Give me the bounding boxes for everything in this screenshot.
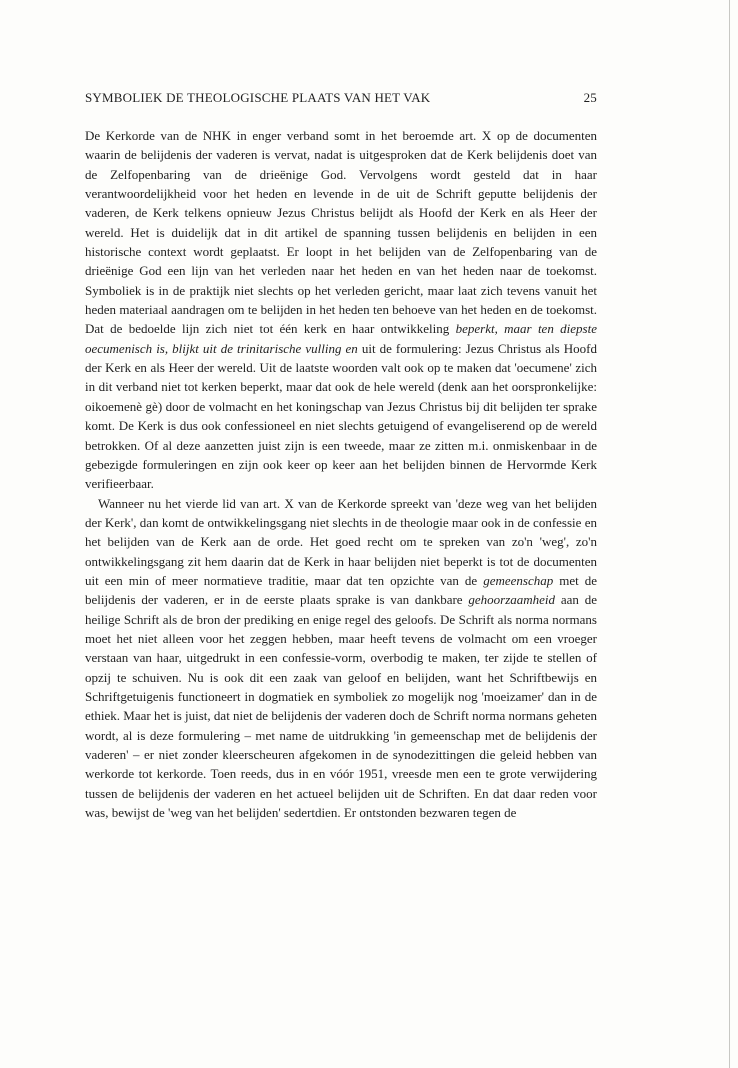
- page-edge-line: [729, 0, 730, 1068]
- text-segment: Wanneer nu het vierde lid van art. X van de Kerkorde spreekt van 'deze weg van het belijden der Kerk', dan komt de ontwikkelingsgang niet slechts in de theologie maar ook in de confessie en het belijden van de Kerk aan de orde. Het goed recht om te spreken van zo'n 'weg', zo'n ontwikkelingsgang zit hem daarin dat de Kerk in haar belijden niet beperkt is tot de documenten uit een min of meer normatieve traditie, maar dat ten opzichte van de: [85, 495, 597, 588]
- running-title: SYMBOLIEK DE THEOLOGISCHE PLAATS VAN HET VAK: [85, 90, 431, 105]
- text-segment: De Kerkorde van de NHK in enger verband somt in het beroemde art. X op de documenten waarin de belijdenis der vaderen is vervat, nadat is uitgesproken dat de Kerk belijdenis doet van de Zelfopenbaring van de drieënige God. Vervolgens wordt gesteld dat in haar verantwoordelijkheid voor het heden en levende in de uit de Schrift geputte belijdenis der vaderen, de Kerk telkens opnieuw Jezus Christus belijdt als Hoofd der Kerk en als Heer der wereld. Het is duidelijk dat in dit artikel de spanning tussen belijdenis en belijden in een historische context wordt geplaatst. Er loopt in het belijden van de Zelfopenbaring van de drieënige God een lijn van het verleden naar het heden en van het heden naar de toekomst. Symboliek is in de praktijk niet slechts op het verleden gericht, maar laat zich tevens vanuit het heden materiaal aandragen om te belijden in het heden ten behoeve van het heden en de toekomst. Dat de bedoelde lijn zich niet tot één kerk en haar ontwikkeling: [85, 128, 597, 337]
- paragraph-1: [85, 126, 597, 494]
- italic-segment: gemeenschap: [483, 572, 554, 588]
- italic-segment: gehoorzaamheid: [468, 592, 556, 608]
- text-segment: aan de heilige Schrift als de bron der prediking en enige regel des geloofs. De Schrift als norma normans moet het niet alleen voor het zeggen hebben, maar heeft tevens de volmacht om een vroeger verstaan van haar, uitgedrukt in een confessie-vorm, overbodig te maken, ter zijde te stellen of opzij te schuiven. Nu is ook dit een zaak van geloof en belijden, want het Schriftbewijs en Schriftgetuigenis functioneert in dogmatiek en symboliek zo mogelijk nog 'moeizamer' dan in de ethiek. Maar het is juist, dat niet de belijdenis der vaderen doch de Schrift norma normans geheten wordt, al is deze formulering – met name de uitdrukking 'in gemeenschap met de belijdenis der vaderen' – er niet zonder kleerscheuren afgekomen in de synodezittingen die geleid hebben van werkorde tot kerkorde. Toen reeds, dus in en vóór 1951, vreesde men een te grote verwijdering tussen de belijdenis der vaderen en het actueel belijden uit de Schriften. En dat daar reden voor was, bewijst de 'weg van het belijden' sedertdien. Er ontstonden bezwaren tegen de: [85, 592, 597, 821]
- body-text: [85, 126, 597, 822]
- italic-segment: beperkt, maar ten diepste oecumenisch is, blijkt uit de trinitarische vulling en: [85, 321, 597, 356]
- text-segment: met de belijdenis der vaderen, er in de eerste plaats sprake is van dankbare: [85, 572, 597, 608]
- running-header: [85, 90, 597, 106]
- paragraph-2: [85, 494, 597, 823]
- page-number: 25: [583, 90, 597, 105]
- text-segment: uit de formulering: Jezus Christus als Hoofd der Kerk en als Heer der wereld. Uit de laatste woorden valt ook op te maken dat 'oecumene' zich in dit verband niet tot kerken beperkt, maar dat ook de hele wereld (denk aan het oorspronkelijke: oikoemenè gè) door de volmacht en het koningschap van Jezus Christus bij dit belijden ter sprake komt. De Kerk is dus ook confessioneel en niet slechts getuigend of evangeliserend op de wereld betrokken. Of al deze aanzetten juist zijn is een tweede, maar ze zitten m.i. onmiskenbaar in de gebezigde formuleringen en zijn ook keer op keer aan het belijden binnen de Hervormde Kerk verifieerbaar.: [85, 340, 597, 492]
